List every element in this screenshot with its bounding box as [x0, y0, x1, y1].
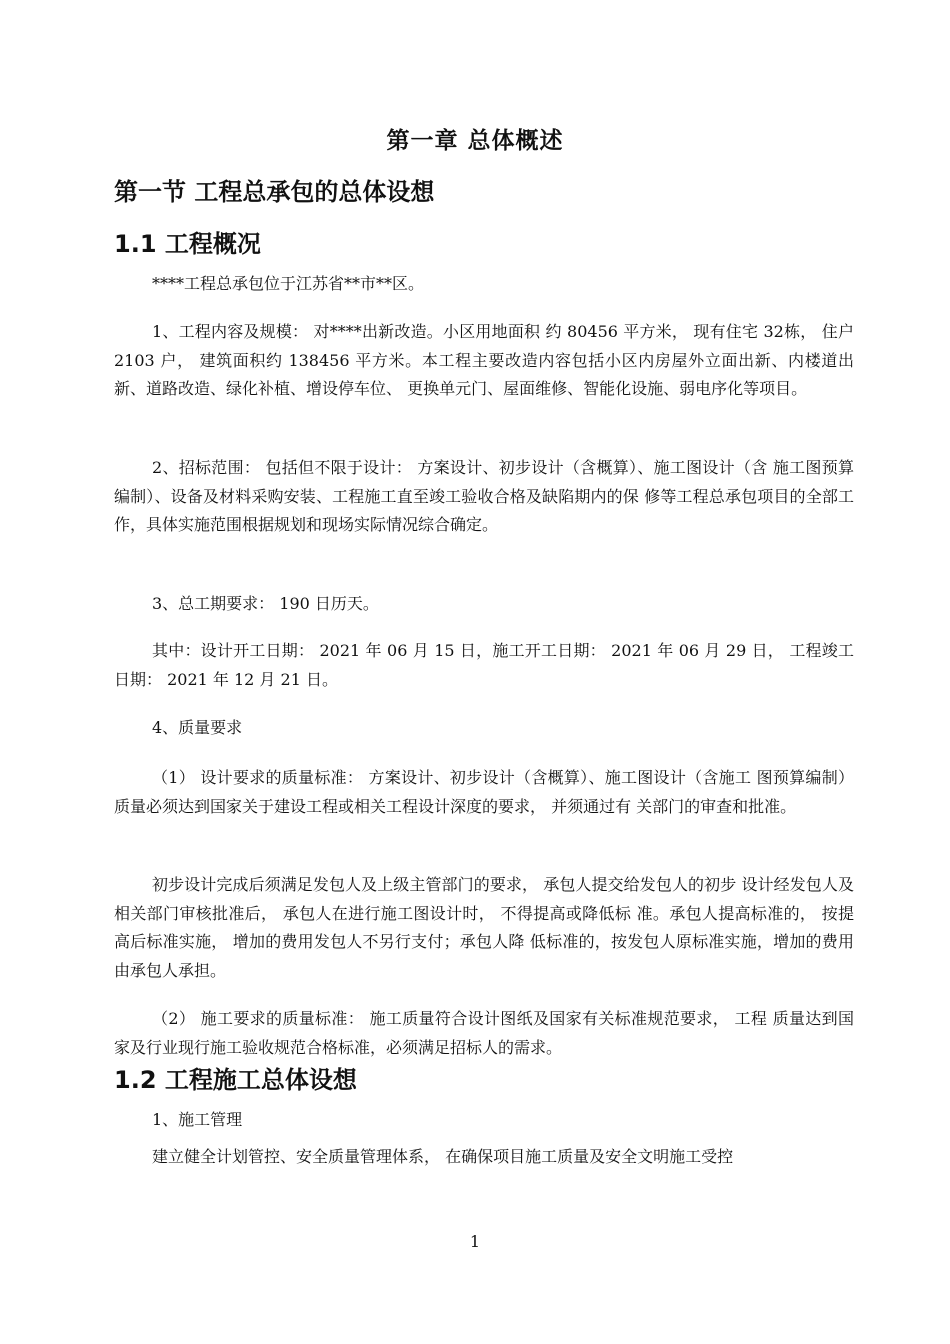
paragraph-location: ****工程总承包位于江苏省**市**区。 [152, 274, 425, 293]
paragraph-duration: 3、总工期要求： 190 日历天。 [152, 594, 379, 613]
paragraph-design-quality: （1） 设计要求的质量标准： 方案设计、初步设计（含概算）、施工图设计（含施工 图预算编制） 质量必须达到国家关于建设工程或相关工程设计深度的要求， 并须通过有 关部门的审查和批准。 [114, 768, 854, 816]
chapter-title: 第一章 总体概述 [386, 128, 564, 154]
paragraph-management-system: 建立健全计划管控、安全质量管理体系， 在确保项目施工质量及安全文明施工受控 [152, 1147, 734, 1166]
paragraph-construction-quality: （2） 施工要求的质量标准： 施工质量符合设计图纸及国家有关标准规范要求， 工程 质量达到国家及行业现行施工验收规范合格标准，必须满足招标人的需求。 [114, 1009, 854, 1057]
paragraph-preliminary-design: 初步设计完成后须满足发包人及上级主管部门的要求， 承包人提交给发包人的初步 设计经发包人及相关部门审核批准后， 承包人在进行施工图设计时， 不得提高或降低标 准。承包人提高标准的， 按提高后标准实施， 增加的费用发包人不另行支付；承包人降 低标准的，按发包人原标准实施，增加的费用由承包人承担。 [114, 875, 854, 980]
paragraph-construction-management: 1、施工管理 [152, 1110, 243, 1129]
heading-1-2: 1.2 工程施工总体设想 [114, 1066, 357, 1094]
paragraph-quality-heading: 4、质量要求 [152, 718, 243, 737]
heading-1-1: 1.1 工程概况 [114, 230, 261, 258]
paragraph-scope-scale: 1、工程内容及规模： 对****出新改造。小区用地面积 约 80456 平方米， 现有住宅 32栋， 住户2103 户， 建筑面积约 138456 平方米。本工程主要改造内容包括小区内房屋外立面出新、内楼道出新、道路改造、绿化补植、增设停车位、 更换单元门、屋面维修、智能化设施、弱电序化等项目。 [114, 322, 854, 398]
paragraph-bid-scope: 2、招标范围： 包括但不限于设计： 方案设计、初步设计（含概算）、施工图设计（含 施工图预算编制）、设备及材料采购安装、工程施工直至竣工验收合格及缺陷期内的保 修等工程总承包项目的全部工作，具体实施范围根据规划和现场实际情况综合确定。 [114, 458, 854, 534]
paragraph-dates: 其中：设计开工日期： 2021 年 06 月 15 日，施工开工日期： 2021 年 06 月 29 日， 工程竣工日期： 2021 年 12 月 21 日。 [114, 641, 854, 689]
section-title: 第一节 工程总承包的总体设想 [114, 178, 435, 206]
page-number: 1 [469, 1232, 481, 1251]
